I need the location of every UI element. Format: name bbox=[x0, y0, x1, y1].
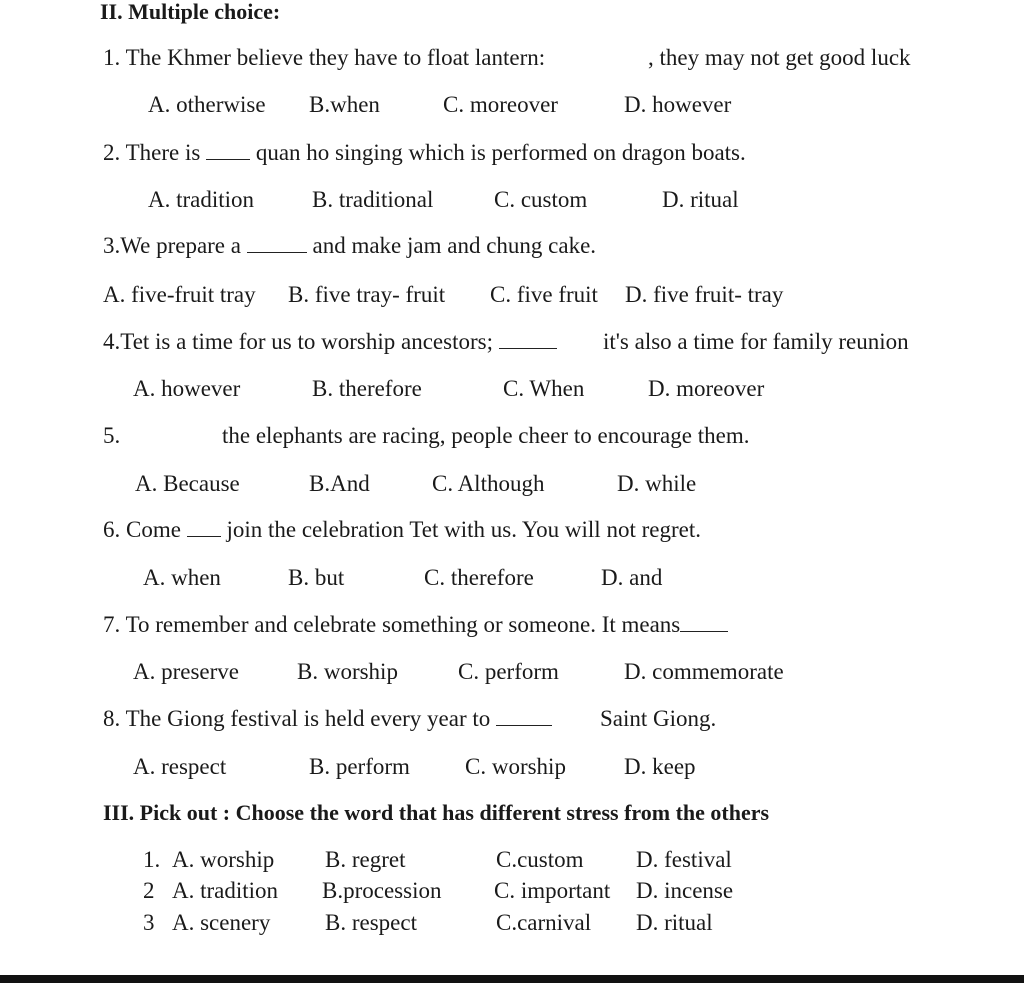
stress-row-1-option-b: B. regret bbox=[325, 847, 406, 872]
question-8-text-before: 8. The Giong festival is held every year to bbox=[103, 706, 491, 731]
question-7 bbox=[103, 611, 728, 639]
question-7-text: 7. To remember and celebrate something or someone. It means bbox=[103, 612, 681, 637]
question-6-option-d: D. and bbox=[601, 565, 663, 590]
question-1-text: 1. The Khmer believe they have to float lantern: bbox=[103, 45, 546, 70]
stress-row-2-option-a: A. tradition bbox=[172, 878, 279, 903]
question-4-text-after: it's also a time for family reunion bbox=[603, 329, 909, 354]
question-3-option-d: D. five fruit- tray bbox=[625, 282, 784, 307]
question-8 bbox=[103, 705, 552, 733]
question-2-option-d: D. ritual bbox=[662, 187, 739, 212]
stress-row-3-number: 3 bbox=[143, 910, 155, 935]
question-8-text-after: Saint Giong. bbox=[600, 706, 717, 731]
question-6-option-c: C. therefore bbox=[424, 565, 534, 590]
question-4-option-a: A. however bbox=[133, 376, 241, 401]
section-heading-pick-out: III. Pick out : Choose the word that has different stress from the others bbox=[103, 800, 770, 825]
question-3 bbox=[103, 232, 596, 260]
question-8-blank bbox=[496, 705, 552, 726]
question-5-option-a: A. Because bbox=[135, 471, 240, 496]
stress-row-3-option-b: B. respect bbox=[325, 910, 417, 935]
question-3-option-a: A. five-fruit tray bbox=[103, 282, 256, 307]
stress-row-1-option-c: C.custom bbox=[496, 847, 584, 872]
question-2-option-b: B. traditional bbox=[312, 187, 434, 212]
question-3-text-after: and make jam and chung cake. bbox=[312, 233, 597, 258]
question-3-option-b: B. five tray- fruit bbox=[288, 282, 446, 307]
stress-row-1-number: 1. bbox=[143, 847, 161, 872]
question-2-text-after: quan ho singing which is performed on dragon boats. bbox=[255, 140, 746, 165]
section-heading-multiple-choice: II. Multiple choice: bbox=[100, 0, 281, 24]
stress-row-2-number: 2 bbox=[143, 878, 155, 903]
question-7-option-c: C. perform bbox=[458, 659, 559, 684]
bottom-border bbox=[0, 975, 1024, 983]
question-4-blank bbox=[499, 328, 557, 349]
question-1-option-a: A. otherwise bbox=[148, 92, 266, 117]
question-4-option-b: B. therefore bbox=[312, 376, 422, 401]
question-8-option-a: A. respect bbox=[133, 754, 227, 779]
stress-row-1-option-d: D. festival bbox=[636, 847, 732, 872]
question-7-option-b: B. worship bbox=[297, 659, 398, 684]
stress-row-1-option-a: A. worship bbox=[172, 847, 275, 872]
question-1-option-c: C. moreover bbox=[443, 92, 558, 117]
question-2-option-a: A. tradition bbox=[148, 187, 255, 212]
stress-row-3-option-c: C.carnival bbox=[496, 910, 592, 935]
question-5-option-d: D. while bbox=[617, 471, 697, 496]
question-4-text-before: 4.Tet is a time for us to worship ancestors; bbox=[103, 329, 493, 354]
question-6 bbox=[103, 516, 701, 544]
question-1-continuation: , they may not get good luck bbox=[648, 45, 911, 70]
question-4 bbox=[103, 328, 557, 356]
question-5-option-b: B.And bbox=[309, 471, 370, 496]
question-4-option-d: D. moreover bbox=[648, 376, 765, 401]
question-5-number: 5. bbox=[103, 423, 121, 448]
question-7-option-d: D. commemorate bbox=[624, 659, 784, 684]
stress-row-2-option-d: D. incense bbox=[636, 878, 734, 903]
question-2-blank bbox=[206, 139, 250, 160]
question-6-text-after: join the celebration Tet with us. You will not regret. bbox=[226, 517, 701, 542]
question-6-option-a: A. when bbox=[143, 565, 221, 590]
question-7-blank bbox=[680, 611, 728, 632]
question-4-option-c: C. When bbox=[503, 376, 585, 401]
question-2-option-c: C. custom bbox=[494, 187, 588, 212]
question-2-text-before: 2. There is bbox=[103, 140, 201, 165]
stress-row-2-option-c: C. important bbox=[494, 878, 611, 903]
question-3-text-before: 3.We prepare a bbox=[103, 233, 241, 258]
question-1 bbox=[103, 44, 545, 72]
stress-row-3-option-d: D. ritual bbox=[636, 910, 713, 935]
question-3-blank bbox=[247, 232, 307, 253]
question-8-option-c: C. worship bbox=[465, 754, 566, 779]
question-1-option-b: B.when bbox=[309, 92, 380, 117]
question-6-text-before: 6. Come bbox=[103, 517, 181, 542]
question-3-option-c: C. five fruit bbox=[490, 282, 598, 307]
question-8-option-b: B. perform bbox=[309, 754, 410, 779]
question-2 bbox=[103, 139, 746, 167]
question-1-option-d: D. however bbox=[624, 92, 732, 117]
question-8-option-d: D. keep bbox=[624, 754, 696, 779]
question-5-text: the elephants are racing, people cheer to encourage them. bbox=[222, 423, 750, 448]
question-5-option-c: C. Although bbox=[432, 471, 545, 496]
stress-row-3-option-a: A. scenery bbox=[172, 910, 271, 935]
question-6-option-b: B. but bbox=[288, 565, 345, 590]
question-7-option-a: A. preserve bbox=[133, 659, 240, 684]
question-6-blank bbox=[187, 516, 221, 537]
stress-row-2-option-b: B.procession bbox=[322, 878, 442, 903]
